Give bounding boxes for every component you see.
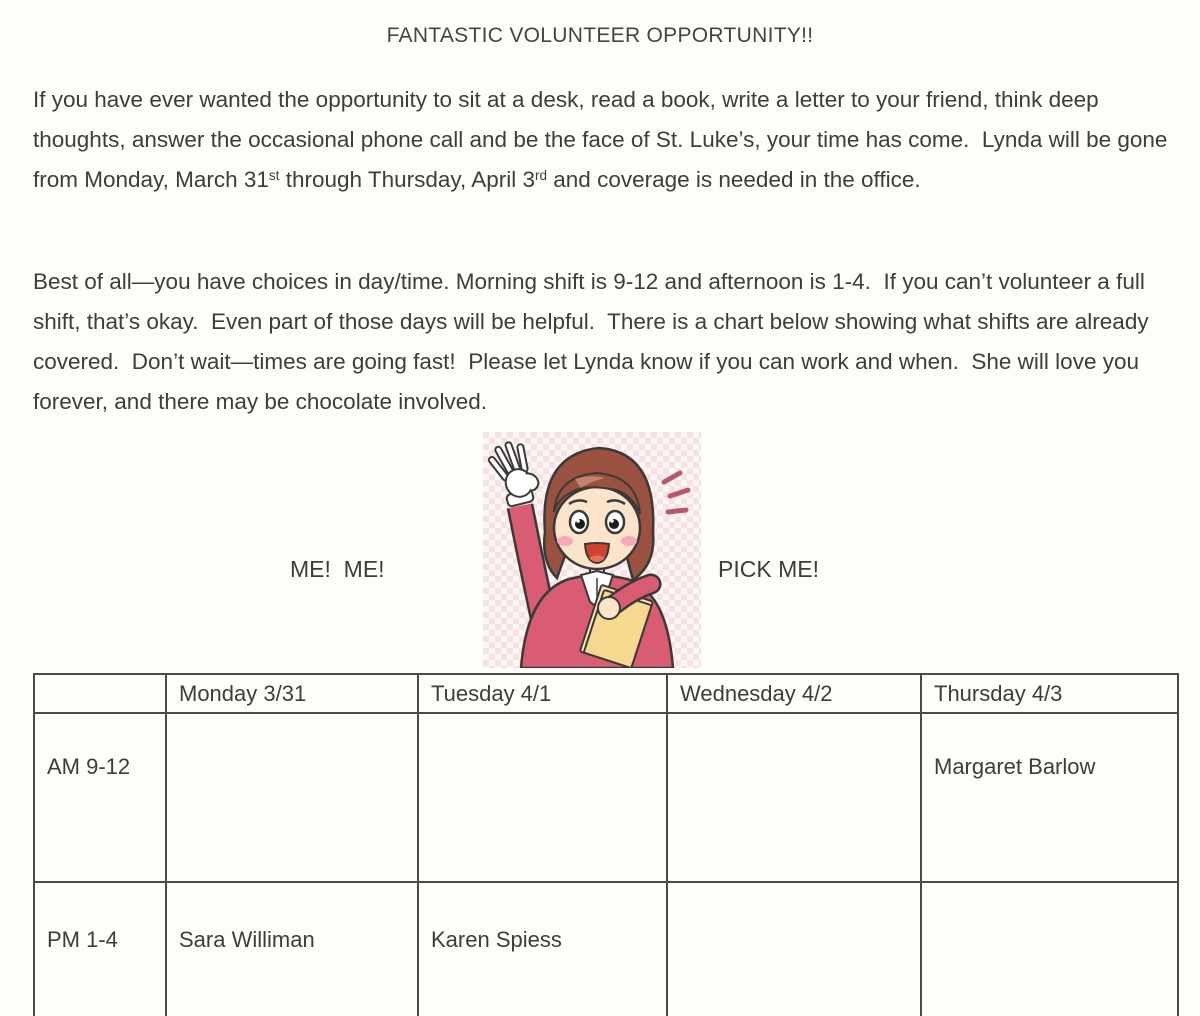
volunteer-clipart xyxy=(483,432,701,668)
paragraph-text: and coverage is needed in the office. xyxy=(547,167,921,192)
paragraph-text: If you have ever wanted the opportunity to sit at a desk, read a book, write a letter to your friend, think deep thoughts, answer the occasional phone call and be the face of St. Luke’s, your time has come. Lynda will be gone from Monday, March 31 xyxy=(33,87,1174,192)
page-title: FANTASTIC VOLUNTEER OPPORTUNITY!! xyxy=(386,24,814,47)
schedule-header-row xyxy=(34,674,1178,713)
schedule-cell xyxy=(921,882,1178,1016)
callout-me-me: ME! ME! xyxy=(290,556,385,582)
schedule-cell: Karen Spiess xyxy=(418,882,667,1016)
callout-pick-me: PICK ME! xyxy=(718,556,819,582)
intro-paragraph-2: Best of all—you have choices in day/time. Morning shift is 9-12 and afternoon is 1-4. If you can’t volunteer a full shift, that’s okay. Even part of those days will be helpful. There is a chart below showing what shifts are already covered. Don’t wait—times are going fast! Please let Lynda know if you can work and when. She will love you forever, and there may be chocolate involved. xyxy=(33,269,1155,414)
intro-paragraph-1 xyxy=(33,80,1173,203)
header-cell-corner xyxy=(34,674,166,713)
schedule-cell xyxy=(667,713,921,882)
header-cell-monday: Monday 3/31 xyxy=(166,674,418,713)
schedule-cell: Sara Williman xyxy=(166,882,418,1016)
ordinal-superscript: st xyxy=(268,167,280,183)
schedule-cell xyxy=(166,713,418,882)
header-cell-tuesday: Tuesday 4/1 xyxy=(418,674,667,713)
header-cell-thursday: Thursday 4/3 xyxy=(921,674,1178,713)
schedule-table xyxy=(33,673,1179,1016)
header-cell-wednesday: Wednesday 4/2 xyxy=(667,674,921,713)
schedule-cell: Margaret Barlow xyxy=(921,713,1178,882)
paragraph-text: through Thursday, April 3 xyxy=(279,167,536,192)
woman-raising-hand-icon xyxy=(483,432,701,668)
schedule-cell xyxy=(667,882,921,1016)
row-label-pm: PM 1-4 xyxy=(34,882,166,1016)
ordinal-superscript: rd xyxy=(535,167,548,183)
schedule-row-am xyxy=(34,713,1178,882)
schedule-cell xyxy=(418,713,667,882)
schedule-row-pm xyxy=(34,882,1178,1016)
row-label-am: AM 9-12 xyxy=(34,713,166,882)
